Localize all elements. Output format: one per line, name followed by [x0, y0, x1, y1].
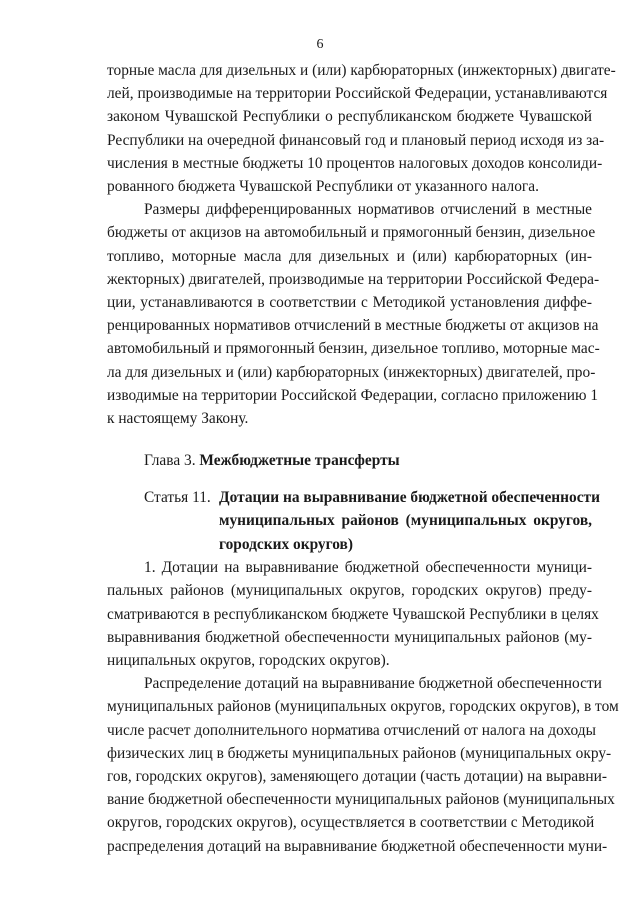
- text-line: вание бюджетной обеспеченности муниципальных районов (муниципальных: [107, 791, 615, 809]
- article-title: [219, 486, 600, 556]
- text-line: Распределение дотаций на выравнивание бюджетной обеспеченности: [144, 675, 602, 693]
- text-line: числения в местные бюджеты 10 процентов налоговых доходов консолиди-: [107, 154, 603, 172]
- text-line: сматриваются в республиканском бюджете Чувашской Республики в целях: [107, 605, 599, 623]
- article-title-line: городских округов): [219, 535, 353, 553]
- text-line: торные масла для дизельных и (или) карбюраторных (инжекторных) двигате-: [107, 62, 616, 79]
- chapter-title: Межбюджетные трансферты: [199, 452, 400, 470]
- text-line: ренцированных нормативов отчислений в местные бюджеты от акцизов на: [107, 317, 599, 335]
- text-line: Размеры дифференцированных нормативов отчислений в местные: [144, 201, 592, 219]
- text-line: жекторных) двигателей, производимые на территории Российской Федера-: [107, 270, 600, 288]
- text-line: 1. Дотации на выравнивание бюджетной обеспеченности муници-: [144, 559, 592, 577]
- article-title-line: муниципальных районов (муниципальных округов,: [219, 512, 592, 530]
- article-title-line: Дотации на выравнивание бюджетной обеспеченности: [219, 489, 600, 507]
- paragraph-rates: [107, 198, 600, 430]
- chapter-heading: [107, 449, 592, 472]
- article-label: Статья 11.: [144, 489, 211, 507]
- text-line: Республики на очередной финансовый год и плановый период исходя из за-: [107, 131, 605, 149]
- text-line: законом Чувашской Республики о республиканском бюджете Чувашской: [107, 108, 592, 126]
- text-line: физических лиц в бюджеты муниципальных районов (муниципальных окру-: [107, 744, 612, 762]
- text-line: числе расчет дополнительного норматива отчислений от налога на доходы: [107, 721, 596, 739]
- text-line: округов, городских округов), осуществляется в соответствии с Методикой: [107, 814, 595, 832]
- text-line: ниципальных округов, городских округов).: [107, 652, 390, 670]
- text-line: изводимые на территории Российской Федерации, согласно приложению 1: [107, 386, 599, 404]
- text-line: ции, устанавливаются в соответствии с Методикой установления диффе-: [107, 294, 592, 312]
- chapter-label: Глава 3.: [144, 452, 196, 470]
- article-heading: [107, 486, 600, 556]
- text-line: топливо, моторные масла для дизельных и (или) карбюраторных (ин-: [107, 247, 592, 265]
- text-line: лей, производимые на территории Российской Федерации, устанавливаются: [107, 85, 608, 103]
- text-line: распределения дотаций на выравнивание бюджетной обеспеченности муни-: [107, 837, 608, 855]
- text-line: рованного бюджета Чувашской Республики от указанного налога.: [107, 178, 539, 196]
- text-line: автомобильный и прямогонный бензин, дизельное топливо, моторные мас-: [107, 340, 600, 358]
- text-line: муниципальных районов (муниципальных округов, городских округов), в том: [107, 698, 619, 716]
- document-body: [107, 59, 619, 858]
- text-line: пальных районов (муниципальных округов, городских округов) преду-: [107, 582, 592, 600]
- text-line: к настоящему Закону.: [107, 410, 249, 428]
- text-line: ла для дизельных и (или) карбюраторных (инжекторных) двигателей, про-: [107, 363, 596, 381]
- text-line: гов, городских округов), заменяющего дотации (часть дотации) на выравни-: [107, 768, 608, 786]
- text-line: выравнивания бюджетной обеспеченности муниципальных районов (му-: [107, 628, 592, 646]
- paragraph-distribution: [107, 672, 619, 858]
- paragraph-article-11-part-1: [107, 556, 599, 672]
- text-line: бюджеты от акцизов на автомобильный и прямогонный бензин, дизельное: [107, 224, 596, 242]
- page-number: 6: [316, 37, 324, 52]
- paragraph-continuation: [107, 59, 616, 198]
